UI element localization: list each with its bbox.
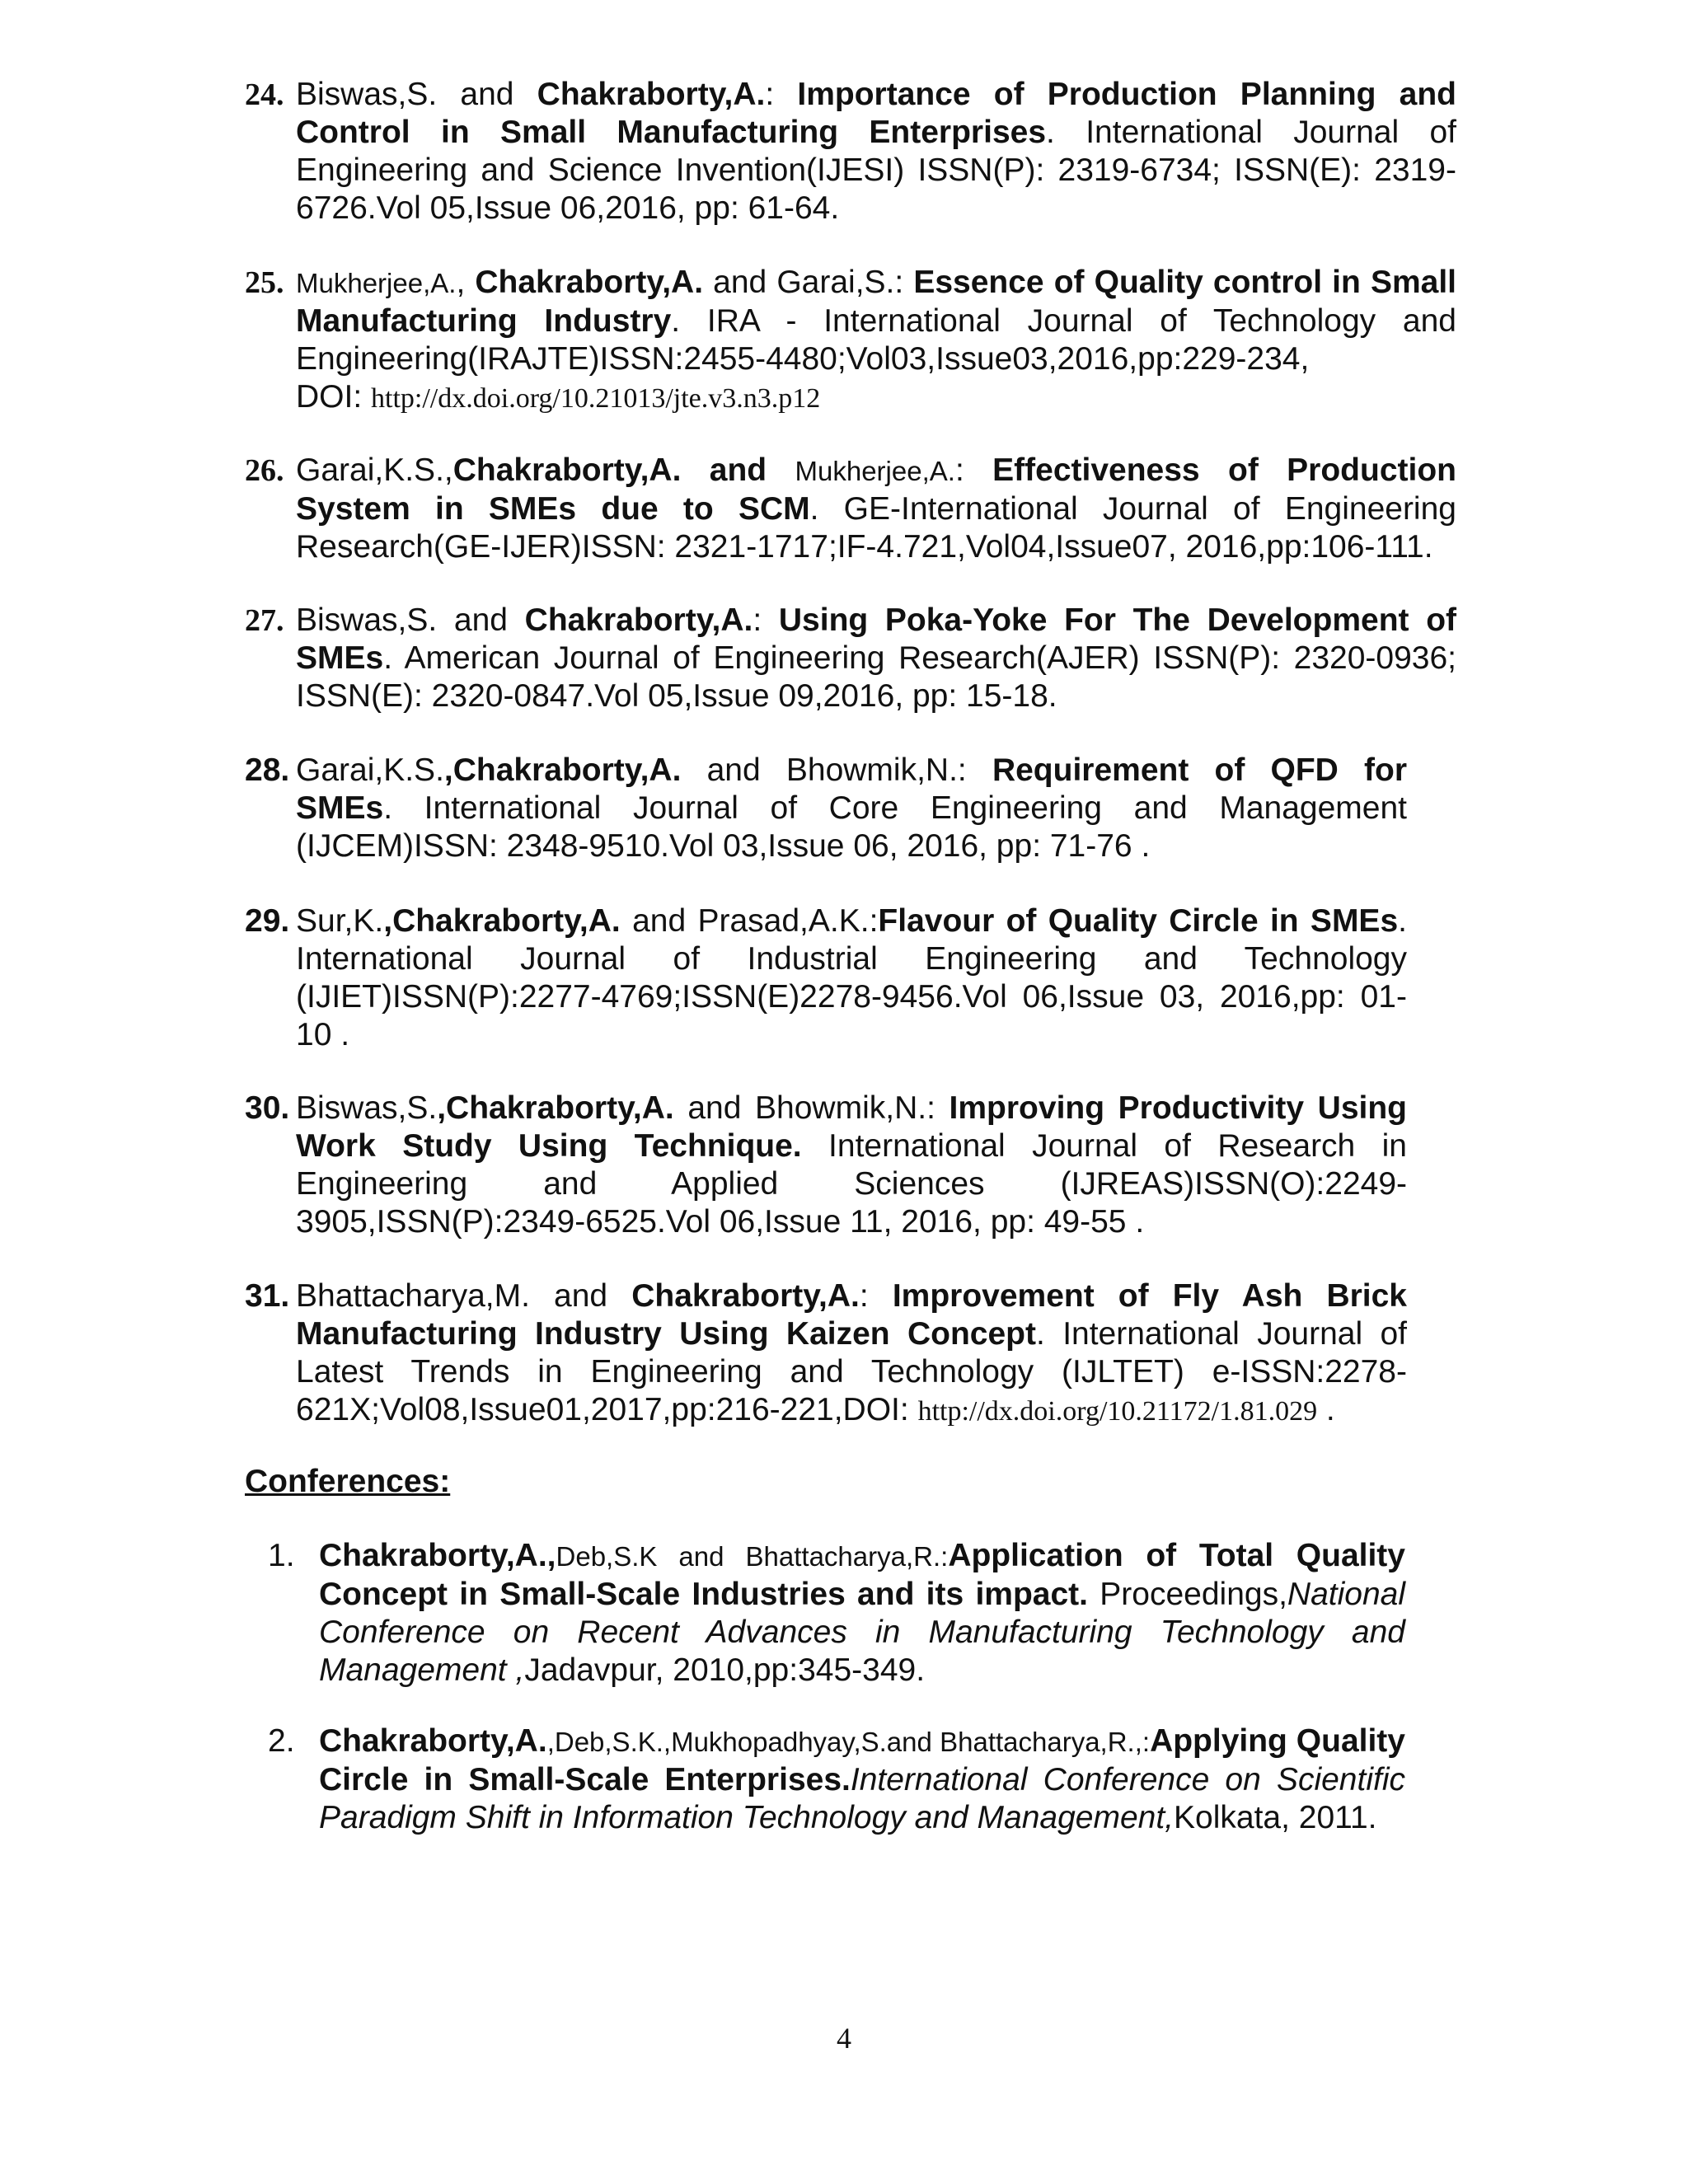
separator: : — [753, 602, 779, 638]
publication-entry — [245, 1090, 1407, 1241]
authors: and Prasad,A.K.: — [620, 903, 879, 939]
journal-details: . International Journal of Core Engineering and Management (IJCEM)ISSN: 2348-9510.Vol 03,Issue 06, 2016, pp: 71-76 . — [296, 790, 1407, 864]
author-highlight: Chakraborty,A. — [524, 602, 753, 638]
author-highlight: Chakraborty,A., — [319, 1538, 556, 1573]
entry-number: 27. — [245, 603, 284, 638]
entry-body — [296, 264, 1456, 418]
entry-number: 31. — [245, 1278, 290, 1314]
author-highlight: Chakraborty,A. — [319, 1723, 547, 1759]
journal-details: . GE-International Journal of Engineering Research(GE-IJER)ISSN: 2321-1717;IF-4.721,Vol04,Issue07, 2016,pp:106-111. — [296, 491, 1456, 565]
separator: : — [954, 452, 993, 488]
entry-number: 2. — [268, 1723, 295, 1759]
entry-body — [296, 452, 1456, 566]
author-highlight: Chakraborty,A. — [475, 265, 704, 300]
publication-entry — [245, 1277, 1407, 1431]
authors: Biswas,S. and — [296, 77, 537, 112]
authors: Mukherjee,A. — [795, 456, 955, 486]
paper-title: Improving Productivity Using Work Study Using Technique. — [296, 1090, 1407, 1164]
entry-body — [296, 1090, 1407, 1241]
separator: , — [456, 265, 476, 300]
publication-entry — [245, 902, 1407, 1054]
entry-number: 25. — [245, 265, 284, 300]
authors: Garai,K.S. — [296, 752, 444, 788]
paper-title: Effectiveness of Production System in SMEs due to SCM — [296, 452, 1456, 527]
entry-body — [296, 76, 1456, 227]
separator: : — [765, 77, 798, 112]
paper-title: Using Poka-Yoke For The Development of SMEs — [296, 602, 1457, 676]
paper-title: Importance of Production Planning and Control in Small Manufacturing Enterprises — [296, 77, 1456, 150]
entry-body — [319, 1722, 1405, 1837]
paper-title: Flavour of Quality Circle in SMEs — [878, 903, 1399, 939]
publication-entry — [245, 752, 1407, 865]
paper-title: Essence of Quality control in Small Manufacturing Industry — [296, 265, 1456, 339]
journal-details: . American Journal of Engineering Research(AJER) ISSN(P): 2320-0936; ISSN(E): 2320-0847.Vol 05,Issue 09,2016, pp: 15-18. — [296, 640, 1456, 714]
entry-body — [296, 1277, 1407, 1431]
conference-venue: National Conference on Recent Advances in Manufacturing Technology and Management , — [319, 1577, 1406, 1688]
authors: Biswas,S. and — [296, 602, 525, 638]
separator: . — [1317, 1392, 1335, 1427]
entry-number: 28. — [245, 752, 290, 788]
authors: Sur,K. — [296, 903, 384, 939]
author-highlight: ,Chakraborty,A. — [383, 903, 621, 939]
publication-entry — [245, 264, 1456, 418]
paper-title: Improvement of Fly Ash Brick Manufacturing Industry Using Kaizen Concept — [296, 1278, 1407, 1352]
paper-title: Applying Quality Circle in Small-Scale Enterprises. — [319, 1723, 1405, 1797]
publication-entry — [245, 452, 1456, 566]
authors: and Bhowmik,N.: — [681, 752, 992, 788]
doi-link[interactable]: http://dx.doi.org/10.21013/jte.v3.n3.p12 — [371, 383, 821, 414]
entry-body — [296, 902, 1407, 1054]
entry-number: 1. — [268, 1538, 295, 1573]
conference-entry — [268, 1537, 1405, 1690]
entry-number: 29. — [245, 903, 290, 939]
entry-number: 30. — [245, 1090, 290, 1126]
journal-details: . International Journal of Industrial Engineering and Technology (IJIET)ISSN(P):2277-4769;ISSN(E)2278-9456.Vol 06,Issue 03, 2016,pp: 01-10 . — [296, 903, 1407, 1052]
author-highlight: Chakraborty,A. — [631, 1278, 860, 1314]
entry-body — [319, 1537, 1405, 1690]
authors: Bhattacharya,M. and — [296, 1278, 632, 1314]
authors: Mukherjee,A. — [296, 268, 457, 298]
conferences-heading: Conferences: — [245, 1464, 451, 1499]
journal-details: International Journal of Research in Engineering and Applied Sciences (IJREAS)ISSN(O):2249-3905,ISSN(P):2349-6525.Vol 06,Issue 11, 2016, pp: 49-55 . — [296, 1128, 1407, 1240]
journal-details: . International Journal of Engineering and Science Invention(IJESI) ISSN(P): 2319-6734; ISSN(E): 2319-6726.Vol 05,Issue 06,2016, pp: 61-64. — [296, 115, 1457, 226]
journal-details: . International Journal of Latest Trends in Engineering and Technology (IJLTET) e-ISSN:2278-621X;Vol08,Issue01,2017,pp:216-221,DOI: — [296, 1316, 1408, 1427]
authors: and Garai,S.: — [703, 265, 914, 300]
authors: ,Deb,S.K.,Mukhopadhyay,S.and Bhattacharya,R.,: — [546, 1727, 1151, 1757]
entry-body — [296, 602, 1456, 715]
authors: and Bhowmik,N.: — [673, 1090, 950, 1126]
doi-label: DOI: — [296, 379, 372, 415]
conference-entry — [268, 1722, 1405, 1837]
doi-link[interactable]: http://dx.doi.org/10.21172/1.81.029 — [917, 1396, 1318, 1427]
conference-details: Jadavpur, 2010,pp:345-349. — [524, 1652, 926, 1688]
entry-body — [296, 752, 1407, 865]
author-highlight: ,Chakraborty,A. — [437, 1090, 674, 1126]
journal-details: . IRA - International Journal of Technology and Engineering(IRAJTE)ISSN:2455-4480;Vol03,Issue03,2016,pp:229-234, — [296, 303, 1456, 377]
entry-number: 24. — [245, 77, 284, 112]
authors: Garai,K.S., — [296, 452, 453, 488]
author-highlight: Chakraborty,A. — [537, 77, 766, 112]
conference-venue: International Conference on Scientific Paradigm Shift in Information Technology and Management, — [319, 1762, 1405, 1835]
author-highlight: Chakraborty,A. and — [452, 452, 767, 488]
paper-title: Application of Total Quality Concept in Small-Scale Industries and its impact. — [319, 1538, 1405, 1612]
authors: Biswas,S. — [296, 1090, 438, 1126]
page-number: 4 — [837, 2022, 851, 2055]
separator: : — [859, 1278, 893, 1314]
authors: Deb,S.K and Bhattacharya,R.: — [556, 1541, 949, 1572]
publication-entry — [245, 602, 1456, 715]
publication-entry — [245, 76, 1456, 227]
paper-title: Requirement of QFD for SMEs — [296, 752, 1407, 826]
proceedings-label: Proceedings, — [1088, 1577, 1287, 1612]
conference-details: Kolkata, 2011. — [1174, 1800, 1377, 1835]
entry-number: 26. — [245, 453, 284, 488]
author-highlight: ,Chakraborty,A. — [443, 752, 682, 788]
